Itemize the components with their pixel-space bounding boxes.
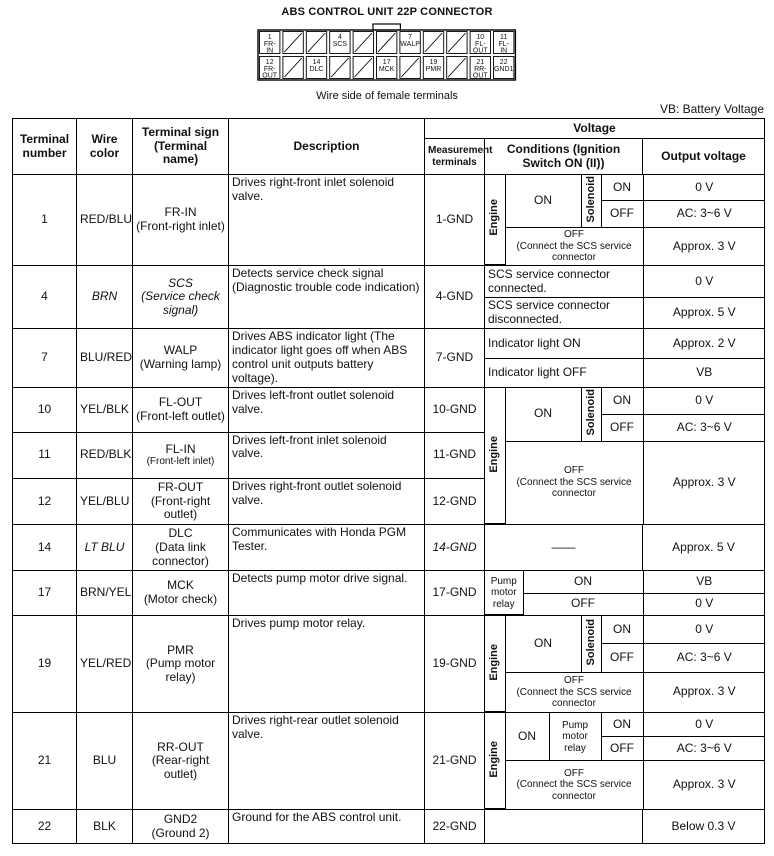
output-voltage: Approx. 5 V: [643, 525, 765, 571]
table-row: [13, 810, 765, 844]
terminal-sign: RR-OUT (Rear-right outlet): [133, 713, 229, 810]
header-conditions: Conditions (Ignition Switch ON (II)): [485, 139, 643, 175]
header-voltage: Voltage: [425, 119, 765, 139]
pin-name: PMR: [425, 66, 442, 73]
connector-caption: Wire side of female terminals: [316, 90, 458, 102]
wire-color: YEL/BLK: [77, 388, 133, 432]
description: Drives right-rear outlet solenoid valve.: [229, 713, 425, 810]
output-voltage: AC: 3~6 V: [643, 644, 765, 672]
terminal-sign: DLC (Data link connector): [133, 525, 229, 571]
measurement: 21-GND: [425, 713, 485, 810]
cond-on: ON: [505, 175, 581, 228]
header-description: Description: [229, 119, 425, 175]
terminal-sign: GND2 (Ground 2): [133, 810, 229, 844]
table-row: [13, 266, 765, 329]
terminal-sign: FL-IN (Front-left inlet): [133, 432, 229, 478]
header-sign: Terminal sign (Terminal name): [133, 119, 229, 175]
output-voltage: 0 V: [643, 175, 765, 201]
terminal-number: 19: [13, 616, 77, 713]
table-row: [13, 571, 765, 616]
measurement: 11-GND: [425, 432, 485, 478]
pin-number: 7: [408, 34, 413, 41]
header-measurement: Measurement terminals: [425, 139, 485, 175]
condition-dash: ——: [485, 525, 643, 571]
description: Drives left-front inlet solenoid valve.: [229, 432, 425, 478]
conditions-block: Engine ON Pump motor relay ON 0 V OFF AC: 3~6 V OFF (Connect the SCS service connector Approx. 3 V: [485, 713, 765, 810]
output-voltage: AC: 3~6 V: [643, 737, 765, 761]
pin-number: 14: [312, 59, 321, 66]
output-voltage: Approx. 3 V: [643, 672, 765, 711]
measurement: 17-GND: [425, 571, 485, 616]
header-terminal: Terminal number: [13, 119, 77, 175]
terminal-number: 12: [13, 478, 77, 524]
vb-note: VB: Battery Voltage: [659, 102, 764, 116]
terminal-number: 10: [13, 388, 77, 432]
terminal-sign: FL-OUT (Front-left outlet): [133, 388, 229, 432]
description: Drives right-front outlet solenoid valve.: [229, 478, 425, 524]
cond-off: OFF: [601, 201, 643, 228]
output-voltage: 0 V: [643, 593, 765, 615]
table-row: [13, 329, 765, 388]
pin-name: OUT: [472, 47, 488, 55]
output-voltage: AC: 3~6 V: [643, 201, 765, 228]
terminal-number: 21: [13, 713, 77, 810]
pin-name: MCK: [378, 66, 395, 73]
description: Drives left-front outlet solenoid valve.: [229, 388, 425, 432]
measurement: 19-GND: [425, 616, 485, 713]
header-wire: Wire color: [77, 119, 133, 175]
output-voltage: 0 V: [643, 388, 765, 414]
output-voltage: 0 V: [643, 713, 765, 737]
wire-color: RED/BLK: [77, 432, 133, 478]
pin-number: 22: [499, 59, 508, 66]
terminal-sign: FR-IN (Front-right inlet): [133, 175, 229, 266]
connector-diagram: [0, 0, 774, 92]
terminal-sign: WALP (Warning lamp): [133, 329, 229, 388]
header-output: Output voltage: [643, 139, 765, 175]
pin-name: FR-: [263, 66, 276, 73]
table-row: [13, 175, 765, 266]
conditions-block: Engine ON Solenoid ON 0 V OFF AC: 3~6 V OFF (Connect the SCS service connector Approx. 3 V: [485, 616, 765, 713]
pin-name: WALP: [400, 41, 420, 48]
pin-number: 21: [476, 59, 485, 66]
pin-number: 4: [337, 34, 342, 41]
description: Drives pump motor relay.: [229, 616, 425, 713]
pin-number: 19: [429, 59, 438, 66]
pin-name: RR-: [474, 66, 487, 73]
measurement: 7-GND: [425, 329, 485, 388]
table-row: [13, 525, 765, 571]
wire-color: BLU: [77, 713, 133, 810]
description: Detects service check signal (Diagnostic trouble code indication): [229, 266, 425, 329]
pin-number: 17: [382, 59, 391, 66]
output-voltage: AC: 3~6 V: [643, 415, 765, 441]
conditions-block: SCS service connector connected. 0 V SCS service connector disconnected. Approx. 5 V: [485, 266, 765, 329]
pin-number: 12: [265, 59, 274, 66]
wire-color: LT BLU: [77, 525, 133, 571]
pin-name: SCS: [332, 41, 348, 48]
pin-name: DLC: [309, 66, 324, 73]
wire-color: YEL/BLU: [77, 478, 133, 524]
terminal-sign: SCS (Service check signal): [133, 266, 229, 329]
wire-color: BRN/YEL: [77, 571, 133, 616]
pin-number: 1: [267, 34, 272, 41]
wire-color: BLU/RED: [77, 329, 133, 388]
terminal-number: 4: [13, 266, 77, 329]
pin-name: OUT: [262, 72, 278, 80]
wire-color: BLK: [77, 810, 133, 844]
description: Communicates with Honda PGM Tester.: [229, 525, 425, 571]
output-voltage: Below 0.3 V: [643, 810, 765, 844]
output-voltage: Approx. 3 V: [643, 441, 765, 524]
conditions-block: Engine ON Solenoid ON 0 V OFF AC: 3~6 V OFF (Connect the SCS service connector Approx. 3 V: [485, 388, 765, 525]
pump-relay-label: Pump motor relay: [485, 571, 523, 615]
conditions-block: Pump motor relay ON VB OFF 0 V: [485, 571, 765, 616]
measurement: 4-GND: [425, 266, 485, 329]
solenoid-label: Solenoid: [584, 176, 597, 223]
condition-empty: [485, 810, 643, 844]
table-row: [13, 713, 765, 810]
measurement: 12-GND: [425, 478, 485, 524]
connector-title: ABS CONTROL UNIT 22P CONNECTOR: [281, 6, 493, 18]
description: Detects pump motor drive signal.: [229, 571, 425, 616]
pin-name: FR-: [263, 41, 276, 48]
pin-name: FL-: [498, 41, 509, 48]
terminal-sign: PMR (Pump motor relay): [133, 616, 229, 713]
terminal-number: 7: [13, 329, 77, 388]
description: Ground for the ABS control unit.: [229, 810, 425, 844]
terminal-sign: MCK (Motor check): [133, 571, 229, 616]
output-voltage: Approx. 3 V: [643, 761, 765, 809]
pin-name: IN: [500, 47, 508, 55]
pin-number: 11: [500, 34, 508, 41]
measurement: 22-GND: [425, 810, 485, 844]
conditions-block: Indicator light ON Approx. 2 V Indicator light OFF VB: [485, 329, 765, 388]
pin-name: FL-: [475, 41, 486, 48]
description: Drives ABS indicator light (The indicator light goes off when ABS control unit outputs battery voltage).: [229, 329, 425, 388]
terminal-table: [12, 118, 765, 844]
output-voltage: 0 V: [643, 616, 765, 644]
terminal-number: 11: [13, 432, 77, 478]
terminal-number: 1: [13, 175, 77, 266]
terminal-number: 17: [13, 571, 77, 616]
table-row: [13, 616, 765, 713]
pin-number: 10: [476, 34, 485, 41]
conditions-block: Engine ON Solenoid ON 0 V OFF AC: 3~6 V OFF (Connect the SCS service connector Approx. 3 V: [485, 175, 765, 266]
output-voltage: VB: [643, 571, 765, 593]
pin-name: GND1: [493, 66, 514, 73]
engine-label: Engine: [488, 199, 501, 237]
wire-color: BRN: [77, 266, 133, 329]
wire-color: RED/BLU: [77, 175, 133, 266]
measurement: 14-GND: [425, 525, 485, 571]
measurement: 1-GND: [425, 175, 485, 266]
terminal-sign: FR-OUT (Front-right outlet): [133, 478, 229, 524]
cond-on: ON: [601, 175, 643, 201]
terminal-number: 22: [13, 810, 77, 844]
description: Drives right-front inlet solenoid valve.: [229, 175, 425, 266]
pin-name: IN: [266, 47, 274, 55]
pin-name: OUT: [472, 72, 488, 80]
terminal-number: 14: [13, 525, 77, 571]
measurement: 10-GND: [425, 388, 485, 432]
table-row: [13, 388, 765, 432]
output-voltage: Approx. 3 V: [643, 228, 765, 265]
wire-color: YEL/RED: [77, 616, 133, 713]
cond-scs: (Connect the SCS service connector: [516, 240, 632, 264]
